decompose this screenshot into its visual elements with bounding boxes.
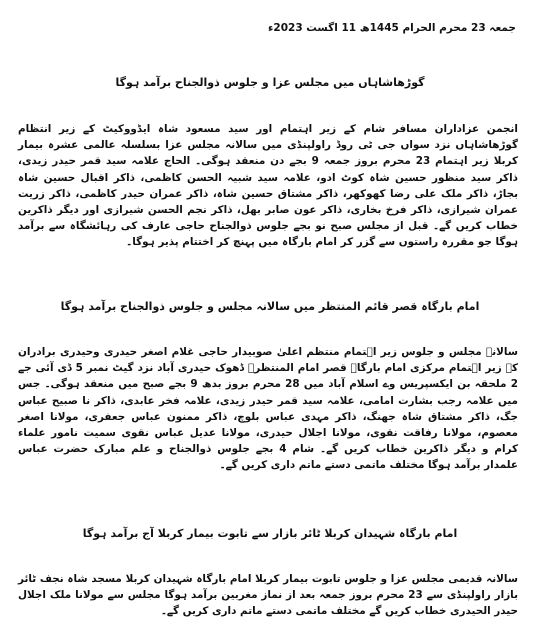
section-body-qasr-qaim: سالانہ مجلس و جلوس زیر اہتمام منتظم اعلیٰ صوبیدار حاجی غلام اصغر حیدری وحیدری برادران کے زیر اہتمام مرکزی امام بارگاہ قصر امام المنتظرؑ ڈھوک حیدری آباد نزد گیٹ نمبر 5 ڈی آئی جے 2 ملحقہ بن ایکسپریس وے اسلام آباد میں 28 محرم بروز بدھ 9 بجے صبح میں منعقد ہوگی۔ جس میں علامہ رجب بشارت امامی، علامہ سید قمر حیدر زیدی، علامہ فخر عابدی، ذاکر نا صبیح عباس جگ، ذاکر مشتاق شاہ جھنگ، ذاکر مہدی عباس بلوچ، ذاکر ممنون عباس جعفری، مولانا اصغر معصوم، مولانا رفاقت نقوی، مولانا اجلال حیدری، مولانا عدیل عباس نقوی سمیت نامور علماء کرام و دیگر ذاکرین خطاب کریں گے۔ شام 4 بجے جلوس ذوالجناح و علم مبارک حضرت عباس علمدار برآمد ہوگا مختلف ماتمی دستے ماتم داری کریں گے۔ <box>18 346 519 472</box>
dateline: جمعہ 23 محرم الحرام 1445ھ 11 اگست 2023ء <box>268 22 516 34</box>
section-heading-qasr-qaim: امام بارگاہ قصر قائم المنتظر میں سالانہ مجلس و جلوس ذوالجناح برآمد ہوگا <box>60 300 480 313</box>
section-body-shuhada-karbala: سالانہ قدیمی مجلس عزا و جلوس تابوت بیمار کربلا امام بارگاہ شہیدان کربلا مسجد شاہ نجف ٹائر بازار راولپنڈی سے 23 محرم بروز جمعہ بعد از نماز مغربین برآمد ہوگا مجلس سے مولانا ملک اجلال حیدر الحیدری خطاب کریں گے مختلف ماتمی دستے ماتم داری کریں گے۔ <box>18 573 518 618</box>
section-heading-gorha-shahan: گوڑھاشاہاں میں مجلس عزا و جلوس ذوالجناح برآمد ہوگا <box>115 76 425 89</box>
section-body-gorha-shahan: انجمن عزاداران مسافر شام کے زیر اہتمام اور سید مسعود شاہ ایڈووکیٹ کے زیر انتظام گوڑھاشاہاں نزد سواں جی ٹی روڈ راولپنڈی میں سالانہ مجلس عزا بسلسلہ عالمی عشرہ بیمار کربلا زیر اہتمام 23 محرم بروز جمعہ 9 بجے دن منعقد ہوگی۔ الحاج علامہ سید قمر حیدر زیدی، ذاکر سید منظور حسین شاہ کوٹ ادو، علامہ سید شبیہ الحسن کاظمی، ذاکر اقبال حسین شاہ بجاڑ، ذاکر ملک علی رضا کھوکھر، ذاکر مشتاق حسین شاہ، ذاکر عمران حیدر کاظمی، ذاکر زریت عمران شیرازی، ذاکر فرخ بخاری، ذاکر عون صابر بھل، ذاکر نجم الحسن شیرازی اور دیگر ذاکرین خطاب کریں گے۔ قبل از مجلس صبح نو بجے جلوس ذوالجناح حاجی عارف کی رہائشگاہ سے برآمد ہوگا جو مقررہ راستوں سے گزر کر امام بارگاہ میں پہنچ کر اختتام پذیر ہوگا۔ <box>18 123 518 249</box>
section-heading-shuhada-karbala: امام بارگاہ شہیدان کربلا ٹائر بازار سے تابوت بیمار کربلا آج برآمد ہوگا <box>82 527 458 540</box>
